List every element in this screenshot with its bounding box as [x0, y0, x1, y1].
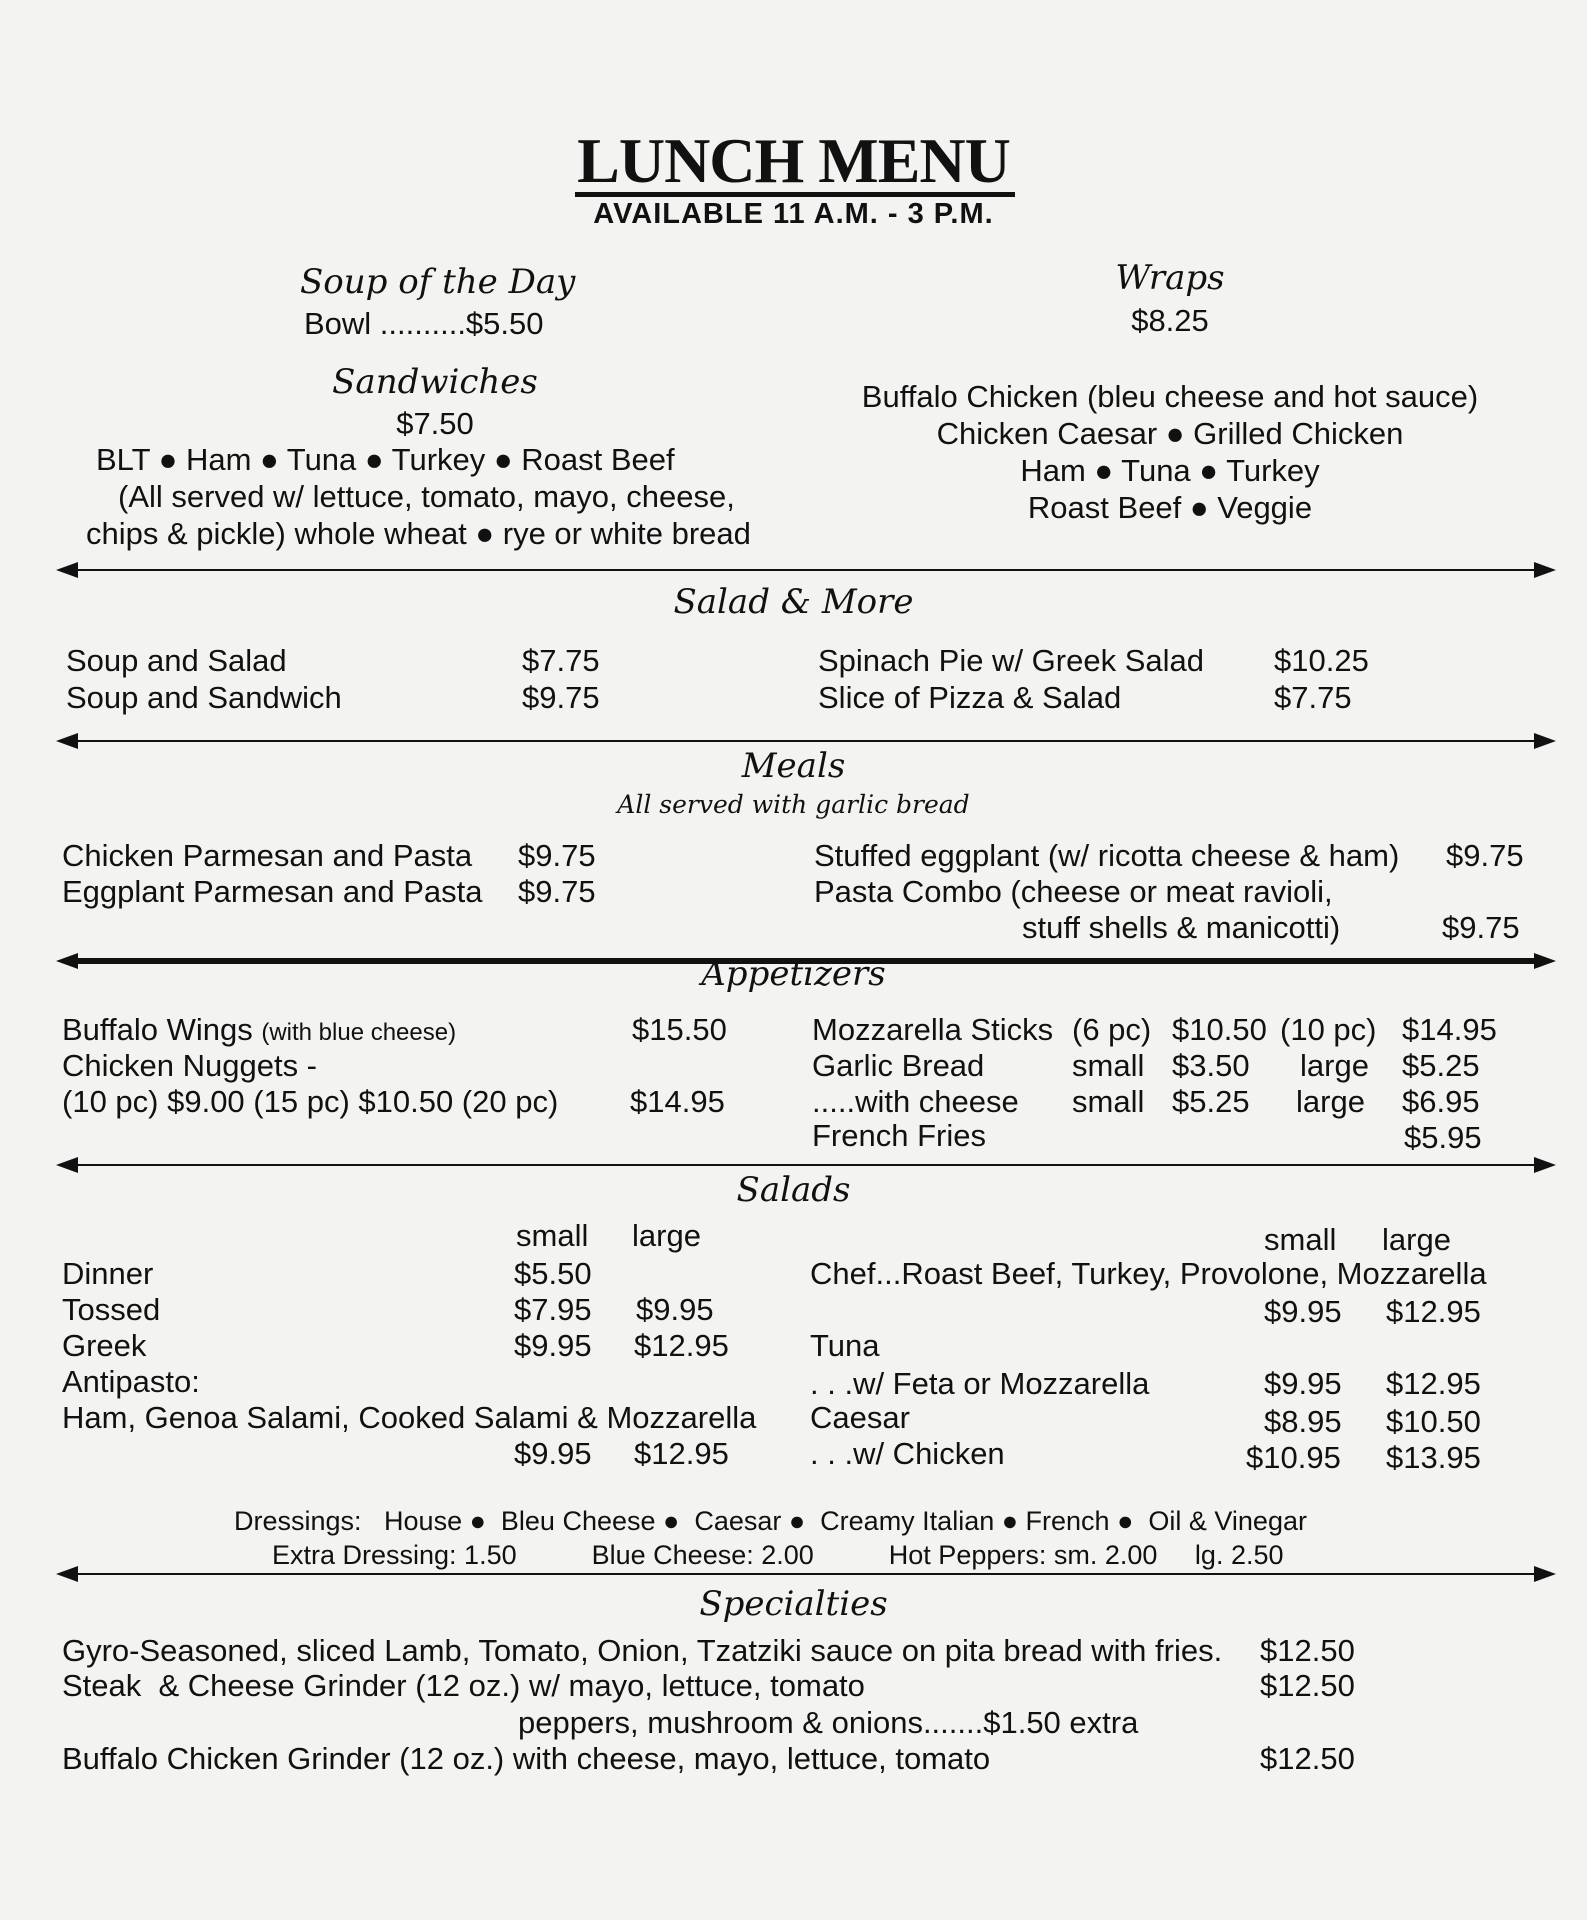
- appetizer-garlic-name: Garlic Bread: [812, 1048, 985, 1083]
- wraps-line-2: Chicken Caesar ● Grilled Chicken: [936, 416, 1404, 451]
- salad-tuna-feta-name: . . .w/ Feta or Mozzarella: [810, 1366, 1150, 1401]
- appetizer-fries-name: French Fries: [812, 1118, 986, 1153]
- salads-col-large: large: [632, 1218, 701, 1253]
- appetizer-garlic-cheese-name: .....with cheese: [812, 1084, 1019, 1119]
- sandwiches-note-2: chips & pickle) whole wheat ● rye or white bread: [86, 516, 751, 551]
- salad-antipasto-desc: Ham, Genoa Salami, Cooked Salami & Mozzarella: [62, 1400, 757, 1435]
- salad-more-item-name: Soup and Salad: [66, 643, 287, 678]
- salad-more-item-name: Spinach Pie w/ Greek Salad: [818, 643, 1204, 678]
- salads-col-large: large: [1382, 1222, 1451, 1257]
- meals-item-name: Chicken Parmesan and Pasta: [62, 838, 473, 873]
- meals-item-continuation: stuff shells & manicotti): [1022, 910, 1341, 945]
- salad-small-price: $9.95: [514, 1328, 592, 1363]
- salad-large-price: $9.95: [636, 1292, 714, 1327]
- sandwiches-note-1: (All served w/ lettuce, tomato, mayo, cheese,: [118, 479, 735, 514]
- specialty-steak-name: Steak & Cheese Grinder (12 oz.) w/ mayo, lettuce, tomato: [62, 1668, 865, 1703]
- appetizer-garlic-cheese-b-label: large: [1296, 1084, 1365, 1119]
- salad-chef-small: $9.95: [1264, 1294, 1342, 1329]
- appetizer-garlic-cheese-a-label: small: [1072, 1084, 1145, 1119]
- salads-col-small: small: [1264, 1222, 1337, 1257]
- salad-caesar-chicken-name: . . .w/ Chicken: [810, 1436, 1005, 1471]
- meals-item-price: $9.75: [518, 874, 596, 909]
- appetizer-mozz-b-label: (10 pc): [1280, 1012, 1377, 1047]
- salads-col-small: small: [516, 1218, 589, 1253]
- meals-heading: Meals: [741, 746, 846, 786]
- divider-arrow-right: [1534, 562, 1556, 578]
- salad-caesar-name: Caesar: [810, 1400, 910, 1435]
- divider-arrow-left: [56, 1566, 78, 1582]
- page-subtitle: AVAILABLE 11 A.M. - 3 P.M.: [593, 198, 994, 230]
- meals-item-price: $9.75: [1442, 910, 1520, 945]
- salad-extras: Extra Dressing: 1.50 Blue Cheese: 2.00 Hot Peppers: sm. 2.00 lg. 2.50: [272, 1540, 1284, 1570]
- salad-caesar-large: $10.50: [1386, 1404, 1481, 1439]
- appetizer-mozz-a-label: (6 pc): [1072, 1012, 1152, 1047]
- specialty-buffalo-price: $12.50: [1260, 1741, 1355, 1776]
- appetizer-garlic-b-label: large: [1300, 1048, 1369, 1083]
- title-underline: [575, 192, 1015, 197]
- specialty-buffalo-name: Buffalo Chicken Grinder (12 oz.) with cheese, mayo, lettuce, tomato: [62, 1741, 991, 1776]
- wraps-price: $8.25: [1131, 303, 1209, 338]
- appetizer-nuggets-prices: (10 pc) $9.00 (15 pc) $10.50 (20 pc): [62, 1084, 559, 1119]
- salad-caesar-chicken-large: $13.95: [1386, 1440, 1481, 1475]
- wraps-line-3: Ham ● Tuna ● Turkey: [1020, 453, 1320, 488]
- salad-more-item-price: $7.75: [522, 643, 600, 678]
- sandwiches-price: $7.50: [396, 406, 474, 441]
- appetizer-garlic-a-label: small: [1072, 1048, 1145, 1083]
- salad-name: Tossed: [62, 1292, 161, 1327]
- appetizer-fries-price: $5.95: [1404, 1120, 1482, 1155]
- salad-small-price: $7.95: [514, 1292, 592, 1327]
- wraps-line-4: Roast Beef ● Veggie: [1027, 490, 1313, 525]
- salad-tuna-feta-large: $12.95: [1386, 1366, 1481, 1401]
- soup-bowl-price: Bowl ..........$5.50: [304, 306, 544, 341]
- salad-chef-large: $12.95: [1386, 1294, 1481, 1329]
- divider-line: [76, 569, 1534, 571]
- salad-small-price: $5.50: [514, 1256, 592, 1291]
- salad-caesar-small: $8.95: [1264, 1404, 1342, 1439]
- salad-antipasto-small: $9.95: [514, 1436, 592, 1471]
- meals-item-name: Stuffed eggplant (w/ ricotta cheese & ham): [814, 838, 1400, 873]
- wraps-line-1: Buffalo Chicken (bleu cheese and hot sauce): [861, 379, 1479, 414]
- appetizer-wings-price: $15.50: [632, 1012, 727, 1047]
- salads-heading: Salads: [736, 1170, 851, 1210]
- salad-tuna-name: Tuna: [810, 1328, 880, 1363]
- meals-item-name: Pasta Combo (cheese or meat ravioli,: [814, 874, 1333, 909]
- appetizer-wings-note: (with blue cheese): [261, 1019, 457, 1046]
- salad-antipasto-name: Antipasto:: [62, 1364, 200, 1399]
- salad-chef-name: Chef...Roast Beef, Turkey, Provolone, Mozzarella: [810, 1256, 1487, 1291]
- divider-arrow-right: [1534, 1566, 1556, 1582]
- sandwiches-list: BLT ● Ham ● Tuna ● Turkey ● Roast Beef: [96, 442, 675, 477]
- divider-line: [76, 1573, 1534, 1575]
- wraps-heading: Wraps: [1115, 258, 1225, 298]
- appetizer-wings: [62, 1012, 456, 1051]
- specialty-steak-price: $12.50: [1260, 1668, 1355, 1703]
- specialties-heading: Specialties: [699, 1584, 888, 1624]
- divider-arrow-left: [56, 562, 78, 578]
- specialty-steak-extra: peppers, mushroom & onions.......$1.50 extra: [518, 1705, 1139, 1740]
- appetizer-nuggets-name: Chicken Nuggets -: [62, 1048, 318, 1083]
- appetizer-nuggets-price: $14.95: [630, 1084, 725, 1119]
- appetizer-wings-name: Buffalo Wings: [62, 1012, 253, 1047]
- meals-note: All served with garlic bread: [617, 790, 970, 819]
- appetizer-garlic-b-price: $5.25: [1402, 1048, 1480, 1083]
- salad-caesar-chicken-small: $10.95: [1246, 1440, 1341, 1475]
- specialty-gyro-name: Gyro-Seasoned, sliced Lamb, Tomato, Onion, Tzatziki sauce on pita bread with fries.: [62, 1633, 1223, 1668]
- salad-more-item-price: $10.25: [1274, 643, 1369, 678]
- salad-tuna-feta-small: $9.95: [1264, 1366, 1342, 1401]
- divider-line: [76, 1164, 1534, 1166]
- salad-more-item-name: Slice of Pizza & Salad: [818, 680, 1122, 715]
- salad-name: Greek: [62, 1328, 147, 1363]
- salad-antipasto-large: $12.95: [634, 1436, 729, 1471]
- appetizer-mozz-a-price: $10.50: [1172, 1012, 1267, 1047]
- salad-more-item-name: Soup and Sandwich: [66, 680, 342, 715]
- salad-dressings: Dressings: House ● Bleu Cheese ● Caesar ● Creamy Italian ● French ● Oil & Vinegar: [234, 1506, 1307, 1536]
- appetizer-garlic-cheese-a-price: $5.25: [1172, 1084, 1250, 1119]
- salad-more-heading: Salad & More: [673, 582, 914, 622]
- salad-name: Dinner: [62, 1256, 154, 1291]
- salad-more-item-price: $7.75: [1274, 680, 1352, 715]
- appetizer-garlic-cheese-b-price: $6.95: [1402, 1084, 1480, 1119]
- salad-large-price: $12.95: [634, 1328, 729, 1363]
- page-title: LUNCH MENU: [577, 125, 1010, 196]
- meals-item-price: $9.75: [1446, 838, 1524, 873]
- salad-more-item-price: $9.75: [522, 680, 600, 715]
- sandwiches-heading: Sandwiches: [332, 362, 538, 402]
- soup-heading: Soup of the Day: [300, 262, 576, 302]
- appetizer-mozz-name: Mozzarella Sticks: [812, 1012, 1054, 1047]
- appetizer-mozz-b-price: $14.95: [1402, 1012, 1497, 1047]
- appetizer-garlic-a-price: $3.50: [1172, 1048, 1250, 1083]
- meals-item-name: Eggplant Parmesan and Pasta: [62, 874, 483, 909]
- divider-line: [76, 740, 1534, 742]
- meals-item-price: $9.75: [518, 838, 596, 873]
- specialty-gyro-price: $12.50: [1260, 1633, 1355, 1668]
- appetizers-heading: Appetizers: [701, 954, 886, 994]
